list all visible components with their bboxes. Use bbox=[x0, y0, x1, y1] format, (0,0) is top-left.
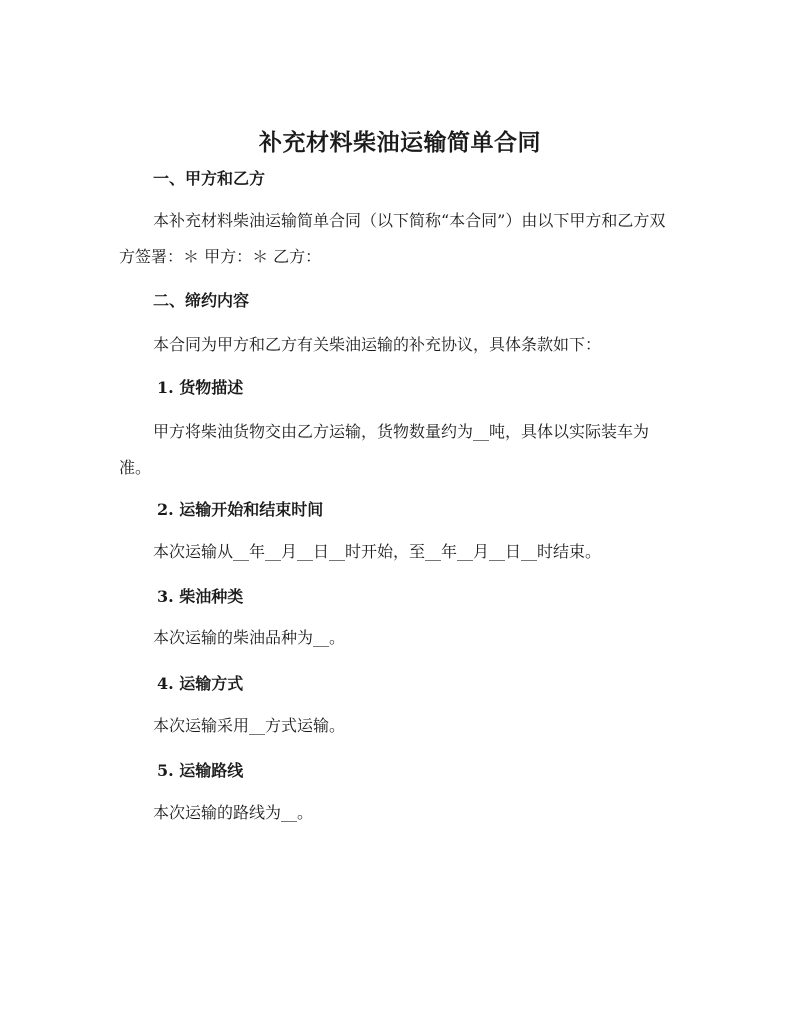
section-text-contents: 本合同为甲方和乙方有关柴油运输的补充协议，具体条款如下： bbox=[153, 335, 602, 354]
item-text-diesel-type: 本次运输的柴油品种为__。 bbox=[153, 628, 346, 647]
item-text-method: 本次运输采用__方式运输。 bbox=[153, 716, 346, 735]
item-heading-route: 5. 运输路线 bbox=[157, 761, 244, 780]
item-text-goods: 甲方将柴油货物交由乙方运输，货物数量约为__吨，具体以实际装车为准。 bbox=[119, 422, 650, 477]
document-title: 补充材料柴油运输简单合同 bbox=[259, 129, 541, 156]
item-heading-time: 2. 运输开始和结束时间 bbox=[157, 500, 324, 519]
item-heading-diesel-type: 3. 柴油种类 bbox=[157, 587, 244, 606]
section-text-parties: 本补充材料柴油运输简单合同（以下简称“本合同”）由以下甲方和乙方双方签署：＊ 甲方：＊ 乙方： bbox=[119, 211, 666, 266]
item-text-time: 本次运输从__年__月__日__时开始，至__年__月__日__时结束。 bbox=[153, 542, 602, 561]
item-heading-method: 4. 运输方式 bbox=[157, 674, 244, 693]
item-heading-goods: 1. 货物描述 bbox=[157, 378, 244, 397]
section-heading-contents: 二、缔约内容 bbox=[153, 291, 250, 310]
item-text-route: 本次运输的路线为__。 bbox=[153, 803, 314, 822]
section-heading-parties: 一、甲方和乙方 bbox=[153, 169, 266, 188]
